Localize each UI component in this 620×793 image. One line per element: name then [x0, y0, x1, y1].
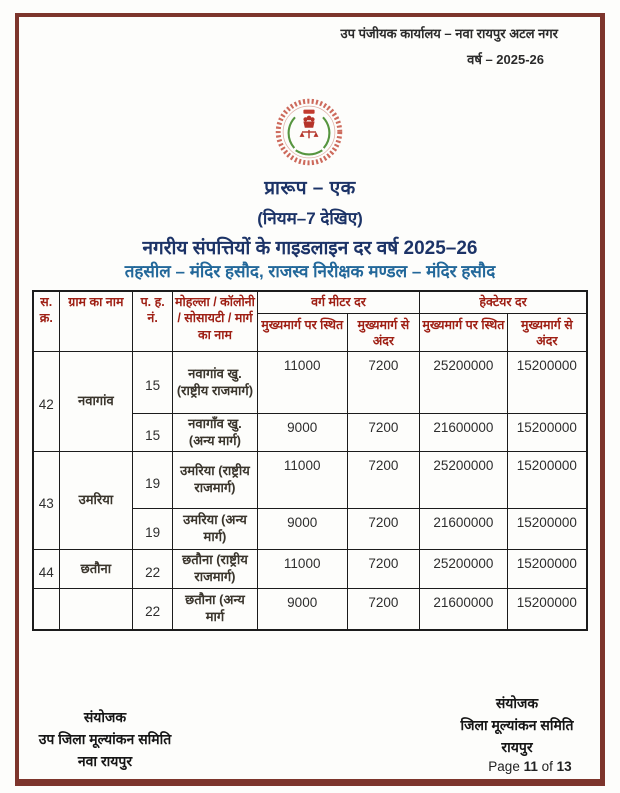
cell-ha-main: 25200000: [420, 452, 508, 509]
signatory-title: संयोजक: [83, 709, 127, 725]
signatory-committee: उप जिला मूल्यांकन समिति: [38, 731, 172, 747]
guideline-rates-table: [32, 290, 588, 631]
page-of-label: of: [541, 759, 553, 774]
cell-mohalla: उमरिया (अन्य मार्ग): [173, 509, 258, 550]
cell-ha-inner: 15200000: [507, 550, 587, 589]
rule-subtitle: (नियम–7 देखिए): [257, 209, 363, 228]
col-header-serial: स. क्र.: [33, 291, 59, 352]
table-header-row-groups: [33, 291, 587, 313]
cell-sqm-inner: 7200: [347, 452, 420, 509]
col-group-sqm-rate: वर्ग मीटर दर: [257, 291, 419, 313]
page-label: Page: [488, 759, 520, 774]
table-row: [33, 452, 587, 509]
cell-village: छतौना: [59, 550, 133, 589]
col-header-mohalla: मोहल्ला / कॉलोनी / सोसायटी / मार्ग का नाम: [173, 291, 258, 352]
cell-sqm-inner: 7200: [347, 509, 420, 550]
table-row: [33, 550, 587, 589]
cell-sqm-main: 9000: [257, 589, 347, 630]
footer-right-signatory: [432, 692, 602, 758]
cell-serial: [33, 589, 59, 630]
cell-mohalla: छतौना (अन्य मार्ग: [173, 589, 258, 630]
col-header-village: ग्राम का नाम: [59, 291, 133, 352]
signatory-title: संयोजक: [495, 695, 539, 711]
cell-phn: 15: [133, 414, 173, 452]
cell-serial: 44: [33, 550, 59, 589]
cell-sqm-main: 9000: [257, 414, 347, 452]
cell-phn: 22: [133, 589, 173, 630]
cell-ha-main: 25200000: [420, 352, 508, 414]
cell-phn: 15: [133, 352, 173, 414]
page-number: [455, 759, 605, 774]
cell-phn: 19: [133, 509, 173, 550]
cell-ha-inner: 15200000: [507, 509, 587, 550]
main-title: नगरीय संपत्तियों के गाइडलाइन दर वर्ष 2025–26: [142, 238, 478, 259]
cell-ha-main: 21600000: [420, 509, 508, 550]
cell-village: नवागांव: [59, 352, 133, 452]
title-block: [0, 174, 620, 260]
cell-serial: 43: [33, 452, 59, 550]
cell-ha-main: 21600000: [420, 589, 508, 630]
form-title: प्रारूप – एक: [264, 178, 356, 199]
cell-serial: 42: [33, 352, 59, 452]
cell-mohalla: नवागाँव खु. (अन्य मार्ग): [173, 414, 258, 452]
government-seal-emblem: [274, 97, 344, 167]
cell-sqm-main: 11000: [257, 550, 347, 589]
cell-village: उमरिया: [59, 452, 133, 550]
table-row: [33, 352, 587, 414]
cell-ha-inner: 15200000: [507, 589, 587, 630]
col-header-ha-on-main: मुख्यमार्ग पर स्थित: [420, 313, 508, 352]
cell-mohalla: नवागांव खु. (राष्ट्रीय राजमार्ग): [173, 352, 258, 414]
cell-sqm-inner: 7200: [347, 352, 420, 414]
cell-ha-inner: 15200000: [507, 352, 587, 414]
cell-sqm-main: 9000: [257, 509, 347, 550]
cell-village: [59, 589, 133, 630]
signatory-place: रायपुर: [501, 739, 533, 755]
cell-sqm-main: 11000: [257, 352, 347, 414]
cell-sqm-inner: 7200: [347, 550, 420, 589]
cell-sqm-inner: 7200: [347, 589, 420, 630]
cell-ha-inner: 15200000: [507, 414, 587, 452]
col-header-sqm-on-main: मुख्यमार्ग पर स्थित: [257, 313, 347, 352]
signatory-place: नवा रायपुर: [77, 753, 133, 769]
table-row: [33, 589, 587, 630]
col-header-sqm-inner: मुख्यमार्ग से अंदर: [347, 313, 420, 352]
cell-sqm-inner: 7200: [347, 414, 420, 452]
cell-phn: 22: [133, 550, 173, 589]
col-header-ha-inner: मुख्यमार्ग से अंदर: [507, 313, 587, 352]
cell-mohalla: उमरिया (राष्ट्रीय राजमार्ग): [173, 452, 258, 509]
cell-ha-inner: 15200000: [507, 452, 587, 509]
col-group-hectare-rate: हेक्टेयर दर: [420, 291, 587, 313]
page-total: 13: [556, 759, 572, 774]
tehsil-subtitle: तहसील – मंदिर हसौद, राजस्व निरीक्षक मण्डल – मंदिर हसौद: [124, 262, 496, 281]
cell-ha-main: 25200000: [420, 550, 508, 589]
footer-left-signatory: [30, 706, 180, 772]
cell-phn: 19: [133, 452, 173, 509]
year-header: वर्ष – 2025-26: [467, 52, 544, 67]
cell-mohalla: छतौना (राष्ट्रीय राजमार्ग): [173, 550, 258, 589]
col-header-phn: प. ह. नं.: [133, 291, 173, 352]
office-header: उप पंजीयक कार्यालय – नवा रायपुर अटल नगर: [340, 26, 558, 41]
page-current: 11: [523, 759, 538, 774]
cell-ha-main: 21600000: [420, 414, 508, 452]
cell-sqm-main: 11000: [257, 452, 347, 509]
signatory-committee: जिला मूल्यांकन समिति: [460, 717, 574, 733]
